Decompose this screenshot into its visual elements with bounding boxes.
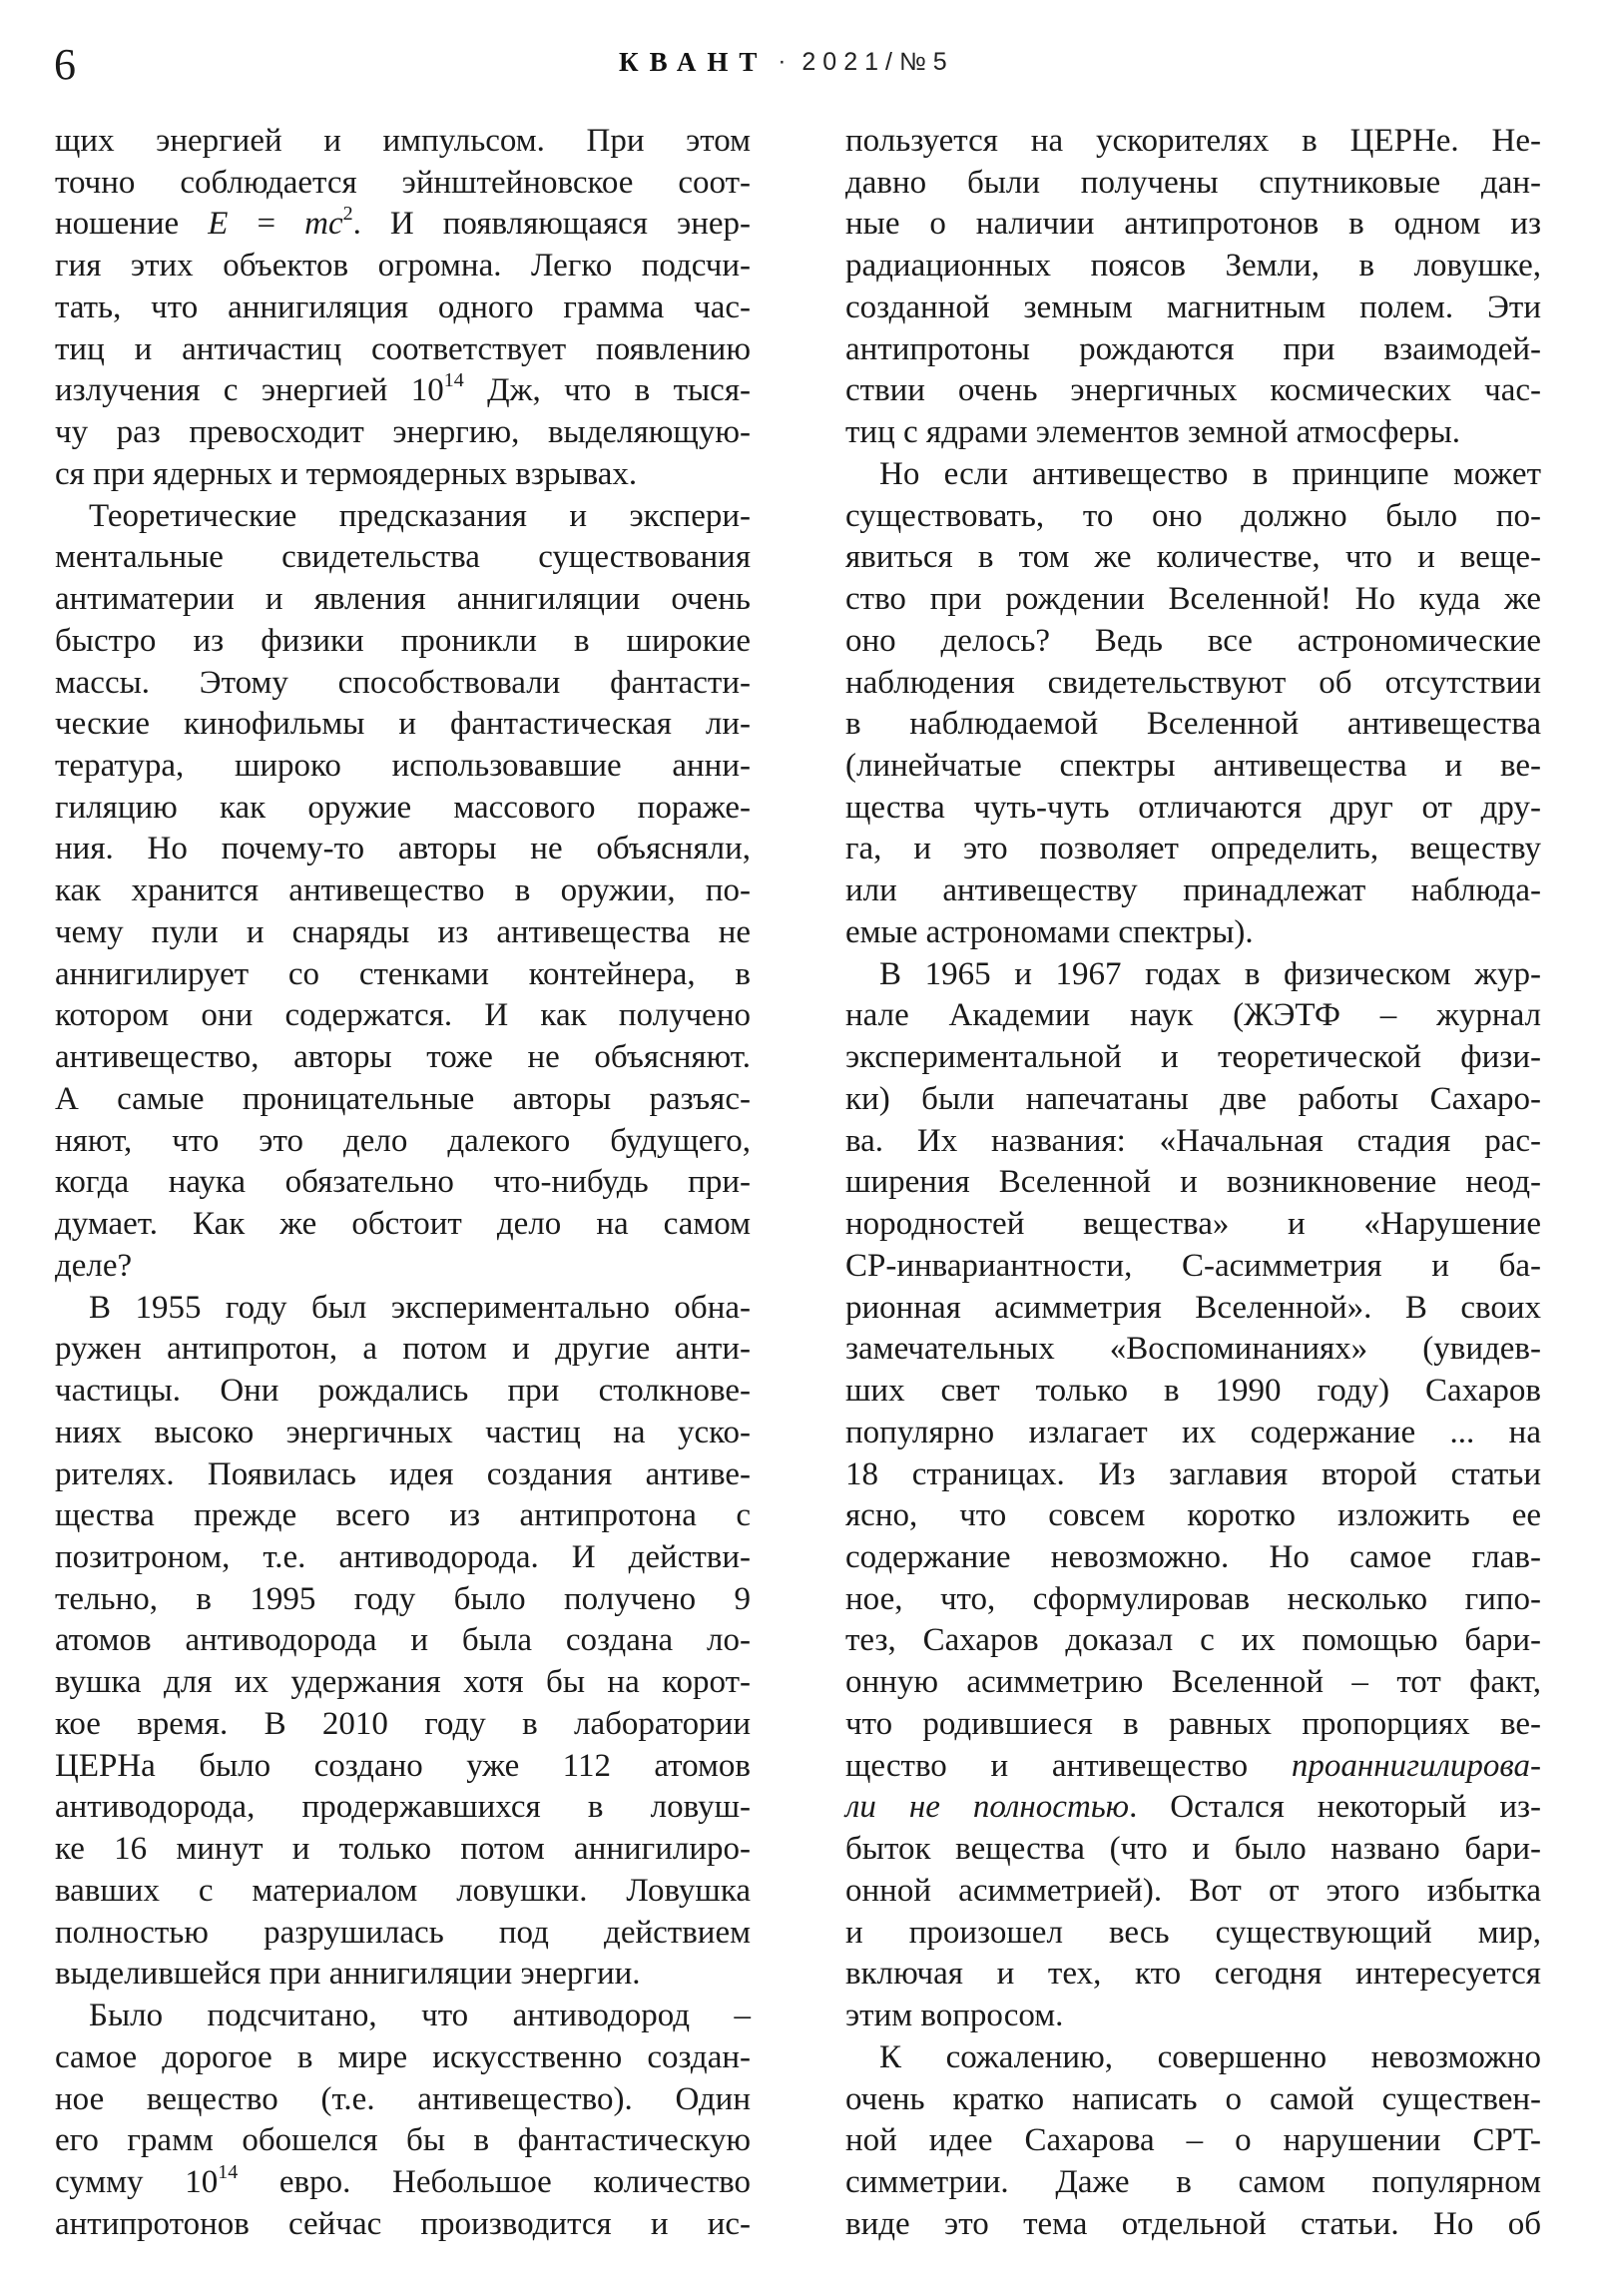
text-line: в наблюдаемой Вселенной антивещества xyxy=(845,706,1541,743)
text-line: созданной земным магнитным полем. Эти xyxy=(845,288,1541,325)
text-run: . Остался некоторый из- xyxy=(1129,1789,1542,1826)
text-line: ших свет только в 1990 году) Сахаров xyxy=(845,1373,1541,1410)
text-line: антиводорода, продержавшихся в ловуш- xyxy=(55,1789,751,1826)
text-line: щих энергией и импульсом. При этом xyxy=(55,123,751,159)
text-run: излучения с энергией 10 xyxy=(55,372,444,409)
text-line: нале Академии наук (ЖЭТФ – журнал xyxy=(845,997,1541,1034)
text-line: котором они содержатся. И как получено xyxy=(55,997,751,1034)
text-line: существовать, то оно должно было по- xyxy=(845,497,1541,534)
text-line: наблюдения свидетельствуют об отсутствии xyxy=(845,664,1541,701)
text-line: тать, что аннигиляция одного грамма час- xyxy=(55,288,751,325)
text-line: нородностей вещества» и «Нарушение xyxy=(845,1206,1541,1243)
text-line xyxy=(55,370,751,412)
superscript: 2 xyxy=(342,203,353,226)
text-line: когда наука обязательно что-нибудь при- xyxy=(55,1164,751,1201)
text-line: тельно, в 1995 году было получено 9 xyxy=(55,1580,751,1617)
text-line: онную асимметрию Вселенной – тот факт, xyxy=(845,1664,1541,1701)
text-line: выделившейся при аннигиляции энергии. xyxy=(55,1956,641,1993)
text-line: га, и это позволяет определить, веществу xyxy=(845,831,1541,867)
text-run: ношение xyxy=(55,206,209,243)
text-line: как хранится антивещество в оружии, по- xyxy=(55,872,751,909)
text-line xyxy=(845,1787,1541,1829)
text-line: самое дорогое в мире искусственно создан- xyxy=(55,2038,751,2075)
text-line: ЦЕРНа было создано уже 112 атомов xyxy=(55,1747,751,1784)
journal-title: КВАНТ xyxy=(619,46,769,77)
text-line: гия этих объектов огромна. Легко подсчи- xyxy=(55,248,751,285)
left-column xyxy=(55,121,751,2245)
math-symbol: mc xyxy=(304,206,343,243)
text-line: ружен антипротон, а потом и другие анти- xyxy=(55,1331,751,1368)
text-run: евро. Небольшое количество xyxy=(238,2163,751,2200)
issue-number: 2021/№5 xyxy=(801,47,954,76)
text-line: А самые проницательные авторы разъяс- xyxy=(55,1080,751,1117)
text-line: вушка для их удержания хотя бы на корот- xyxy=(55,1664,751,1701)
text-line: ниях высоко энергичных частиц на уско- xyxy=(55,1414,751,1450)
math-symbol: E xyxy=(208,206,229,243)
text-line: ния. Но почему-то авторы не объясняли, xyxy=(55,831,751,867)
text-line: виде это тема отдельной статьи. Но об xyxy=(845,2205,1541,2242)
text-line: его грамм обошелся бы в фантастическую xyxy=(55,2122,751,2159)
text-line: емые астрономами спектры). xyxy=(845,913,1254,950)
text-line: тература, широко использовавшие анни- xyxy=(55,748,751,785)
text-line: К сожалению, совершенно невозможно xyxy=(879,2038,1541,2075)
text-run: Дж, что в тыся- xyxy=(463,372,751,409)
header-separator: · xyxy=(778,48,787,75)
text-line: думает. Как же обстоит дело на самом xyxy=(55,1206,751,1243)
page-number: 6 xyxy=(54,40,76,89)
text-line: антипротонов сейчас производится и ис- xyxy=(55,2205,751,2242)
text-line: пользуется на ускорителях в ЦЕРНе. Не- xyxy=(845,123,1541,159)
text-line: быток вещества (что и было названо бари- xyxy=(845,1831,1541,1868)
text-line xyxy=(845,1746,1541,1788)
text-line: оно делось? Ведь все астрономические xyxy=(845,622,1541,659)
text-line: явиться в том же количестве, что и веще- xyxy=(845,539,1541,576)
text-line: вавших с материалом ловушки. Ловушка xyxy=(55,1872,751,1909)
text-line: (линейчатые спектры антивещества и ве- xyxy=(845,748,1541,785)
text-line: деле? xyxy=(55,1247,133,1284)
text-line: 18 страницах. Из заглавия второй статьи xyxy=(845,1455,1541,1492)
text-line: Теоретические предсказания и экспери- xyxy=(89,497,751,534)
text-line: тез, Сахаров доказал с их помощью бари- xyxy=(845,1622,1541,1659)
text-line: кое время. В 2010 году в лаборатории xyxy=(55,1705,751,1742)
text-line: содержание невозможно. Но самое глав- xyxy=(845,1538,1541,1575)
text-line: гиляцию как оружие массового пораже- xyxy=(55,789,751,826)
superscript: 14 xyxy=(218,2160,239,2183)
text-line: ясно, что совсем коротко изложить ее xyxy=(845,1497,1541,1534)
text-line: массы. Этому способствовали фантасти- xyxy=(55,664,751,701)
italic-text: проаннигилирова- xyxy=(1291,1747,1541,1784)
text-line: В 1965 и 1967 годах в физическом жур- xyxy=(879,955,1541,992)
text-line: аннигилирует со стенками контейнера, в xyxy=(55,955,751,992)
text-line: экспериментальной и теоретической физи- xyxy=(845,1039,1541,1076)
text-line: ки) были напечатаны две работы Сахаро- xyxy=(845,1080,1541,1117)
text-line: этим вопросом. xyxy=(845,1998,1064,2034)
text-line: атомов антиводорода и была создана ло- xyxy=(55,1622,751,1659)
text-line: чему пули и снаряды из антивещества не xyxy=(55,913,751,950)
text-line: антивещество, авторы тоже не объясняют. xyxy=(55,1039,751,1076)
text-line: частицы. Они рождались при столкнове- xyxy=(55,1373,751,1410)
italic-text: ли не полностью xyxy=(845,1789,1130,1826)
text-line: щества прежде всего из антипротона с xyxy=(55,1497,751,1534)
text-line: и произошел весь существующий мир, xyxy=(845,1914,1541,1951)
text-line: или антивеществу принадлежат наблюда- xyxy=(845,872,1541,909)
text-line: популярно излагает их содержание ... на xyxy=(845,1414,1541,1450)
text-line: антипротоны рождаются при взаимодей- xyxy=(845,330,1541,367)
text-run: . И появляющаяся энер- xyxy=(352,206,751,243)
text-line: очень кратко написать о самой существен- xyxy=(845,2080,1541,2117)
text-line: полностью разрушилась под действием xyxy=(55,1914,751,1951)
text-line: ное вещество (т.е. антивещество). Один xyxy=(55,2080,751,2117)
text-line: В 1955 году был экспериментально обна- xyxy=(89,1289,751,1326)
text-line: ва. Их названия: «Начальная стадия рас- xyxy=(845,1122,1541,1159)
text-line: ные о наличии антипротонов в одном из xyxy=(845,206,1541,243)
text-line: быстро из физики проникли в широкие xyxy=(55,622,751,659)
text-line: позитроном, т.е. антиводорода. И действи- xyxy=(55,1538,751,1575)
text-run: сумму 10 xyxy=(55,2163,219,2200)
text-line: рителях. Появилась идея создания антиве- xyxy=(55,1455,751,1492)
right-column xyxy=(845,121,1541,2245)
text-line: ной идее Сахарова – о нарушении CPT- xyxy=(845,2122,1541,2159)
text-line: антиматерии и явления аннигиляции очень xyxy=(55,581,751,618)
text-line xyxy=(55,2162,751,2204)
text-run: щество и антивещество xyxy=(845,1747,1292,1784)
text-line: точно соблюдается эйнштейновское соот- xyxy=(55,164,751,201)
text-line: тиц и античастиц соответствует появлению xyxy=(55,330,751,367)
text-line: радиационных поясов Земли, в ловушке, xyxy=(845,248,1541,285)
running-head xyxy=(619,44,954,80)
text-line: щества чуть-чуть отличаются друг от дру- xyxy=(845,789,1541,826)
text-line: ствии очень энергичных космических час- xyxy=(845,372,1541,409)
text-line: ческие кинофильмы и фантастическая ли- xyxy=(55,706,751,743)
text-line: онной асимметрией). Вот от этого избытка xyxy=(845,1872,1541,1909)
text-line: ментальные свидетельства существования xyxy=(55,539,751,576)
text-line: тиц с ядрами элементов земной атмосферы. xyxy=(845,414,1461,451)
text-line: ное, что, сформулировав несколько гипо- xyxy=(845,1580,1541,1617)
text-line: что родившиеся в равных пропорциях ве- xyxy=(845,1705,1541,1742)
text-run: = xyxy=(228,206,305,243)
text-line: ство при рождении Вселенной! Но куда же xyxy=(845,581,1541,618)
text-line: чу раз превосходит энергию, выделяющую- xyxy=(55,414,751,451)
text-line: ся при ядерных и термоядерных взрывах. xyxy=(55,455,638,492)
text-line: давно были получены спутниковые дан- xyxy=(845,164,1541,201)
text-line: симметрии. Даже в самом популярном xyxy=(845,2163,1541,2200)
superscript: 14 xyxy=(443,369,464,392)
text-line: CP-инвариантности, C-асимметрия и ба- xyxy=(845,1247,1541,1284)
text-line: Но если антивещество в принципе может xyxy=(879,455,1541,492)
text-line: няют, что это дело далекого будущего, xyxy=(55,1122,751,1159)
text-line: замечательных «Воспоминаниях» (увидев- xyxy=(845,1331,1541,1368)
text-line: ке 16 минут и только потом аннигилиро- xyxy=(55,1831,751,1868)
text-line: рионная асимметрия Вселенной». В своих xyxy=(845,1289,1541,1326)
text-line: ширения Вселенной и возникновение неод- xyxy=(845,1164,1541,1201)
text-line xyxy=(55,204,751,246)
text-line: Было подсчитано, что антиводород – xyxy=(89,1998,751,2034)
text-line: включая и тех, кто сегодня интересуется xyxy=(845,1956,1541,1993)
